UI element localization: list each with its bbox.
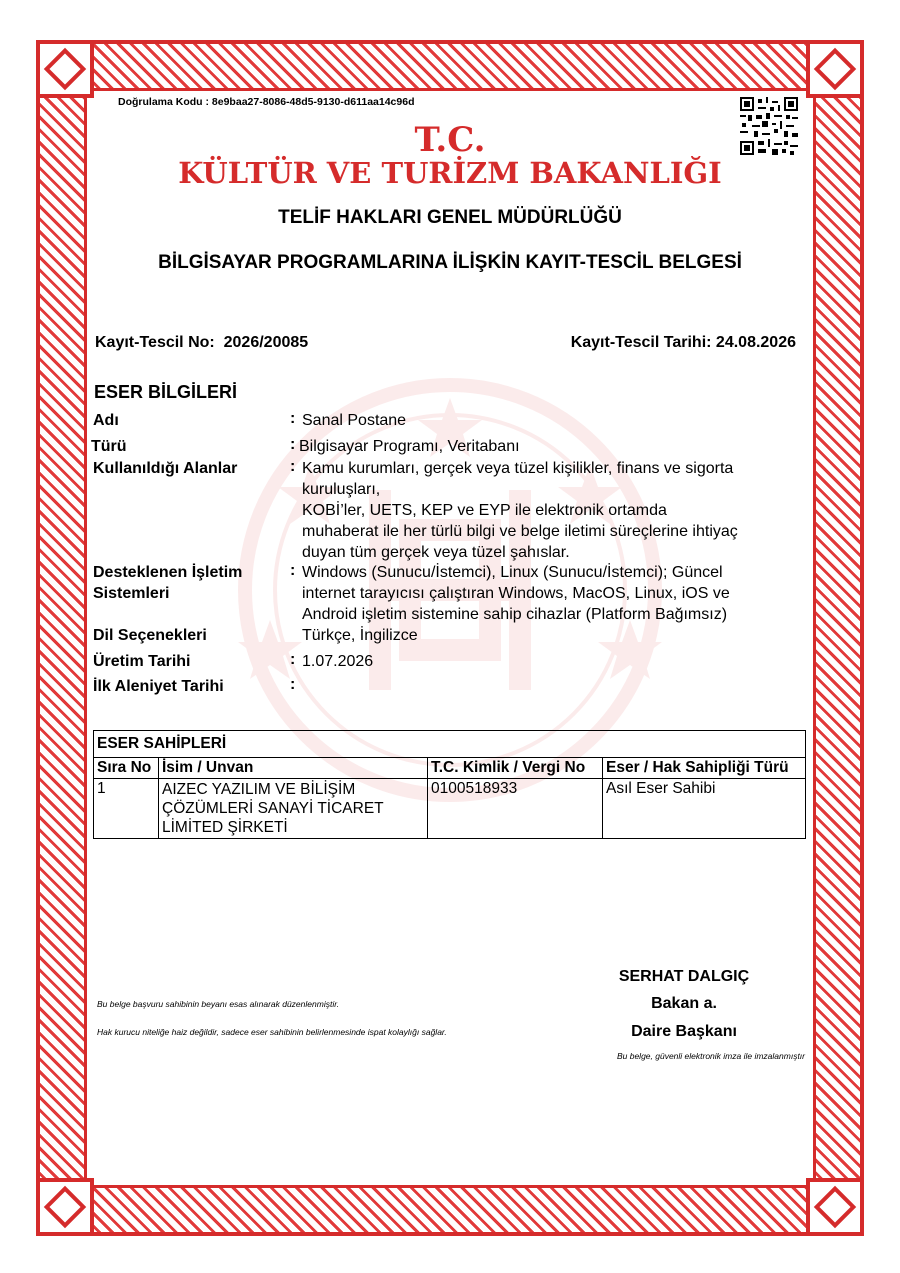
registration-number-label: Kayıt-Tescil No: [95,334,215,351]
verification-code: Doğrulama Kodu : 8e9baa27-8086-48d5-9130-d611aa14c96d [118,96,415,108]
owners-table-title: ESER SAHİPLERİ [94,731,806,758]
usage-value [302,458,738,563]
publication-date-label: İlk Aleniyet Tarihi [93,678,224,695]
os-line: Android işletim sistemine sahip cihazlar (Platform Bağımsız) [302,606,728,623]
usage-line: duyan tüm gerçek veya tüzel şahıslar. [302,544,570,561]
signatory-name: SERHAT DALGIÇ [618,968,750,985]
owners-table [93,730,806,839]
name-label: Adı [93,412,119,429]
owner-name-line: ÇÖZÜMLERİ SANAYİ TİCARET [162,800,384,817]
general-directorate: TELİF HAKLARI GENEL MÜDÜRLÜĞÜ [278,207,622,228]
usage-colon: : [290,458,296,475]
owners-table-header-row [94,758,806,779]
usage-line: muhaberat ile her türlü bilgi ve belge iletimi süreçlerine ihtiyaç [302,523,738,540]
os-colon: : [290,562,296,579]
table-row [94,779,806,839]
usage-line: KOBİ’ler, UETS, KEP ve EYP ile elektronik ortamda [302,502,667,519]
owner-name [159,779,428,839]
corner-ornament-bottom-left [36,1178,94,1236]
header-id: T.C. Kimlik / Vergi No [428,758,603,779]
owners-table-title-row [94,731,806,758]
production-date-label: Üretim Tarihi [93,653,191,670]
os-label-line: Desteklenen İşletim [93,564,243,581]
note-declaration: Bu belge başvuru sahibinin beyanı esas alınarak düzenlenmiştir. [97,999,340,1009]
os-line: Windows (Sunucu/İstemci), Linux (Sunucu/İstemci); Güncel [302,564,723,581]
owner-type: Asıl Eser Sahibi [603,779,806,839]
registration-date-value: 24.08.2026 [715,334,796,351]
os-label [93,562,242,604]
header-ownership-type: Eser / Hak Sahipliği Türü [603,758,806,779]
os-label-line: Sistemleri [93,585,170,602]
corner-ornament-bottom-right [806,1178,864,1236]
registration-number [95,334,308,352]
header-order-no: Sıra No [94,758,159,779]
work-info-title: ESER BİLGİLERİ [94,382,238,402]
type-colon: : [290,436,296,453]
type-value: Bilgisayar Programı, Veritabanı [299,438,520,455]
document-title: BİLGİSAYAR PROGRAMLARINA İLİŞKİN KAYIT-TESCİL BELGESİ [158,252,742,273]
signatory-role: Bakan a. [651,995,717,1012]
owner-id: 0100518933 [428,779,603,839]
name-colon: : [290,410,296,427]
name-value: Sanal Postane [302,412,407,429]
os-line: internet tarayıcısı çalıştıran Windows, MacOS, Linux, iOS ve [302,585,730,602]
language-value: Türkçe, İngilizce [302,627,418,644]
corner-ornament-top-right [806,40,864,98]
production-date-colon: : [290,651,296,668]
usage-line: kuruluşları, [302,481,381,498]
registration-date-label: Kayıt-Tescil Tarihi: [570,334,712,351]
note-legal: Hak kurucu niteliğe haiz değildir, sadece eser sahibinin belirlenmesinde ispat kolaylığı sağlar. [97,1027,447,1037]
header-name: İsim / Unvan [159,758,428,779]
org-tc: T.C. [414,120,486,160]
registration-number-value: 2026/20085 [223,334,309,351]
owner-order-no: 1 [94,779,159,839]
production-date-value: 1.07.2026 [302,653,374,670]
registration-date [571,334,796,352]
owner-name-line: LİMİTED ŞİRKETİ [162,819,288,836]
corner-ornament-top-left [36,40,94,98]
os-value [302,562,730,625]
publication-date-colon: : [290,676,296,693]
usage-label: Kullanıldığı Alanlar [93,460,238,477]
note-e-signature: Bu belge, güvenli elektronik imza ile imzalanmıştır [616,1051,805,1061]
signatory-title: Daire Başkanı [631,1023,737,1040]
type-label: Türü [91,438,127,455]
owner-name-line: AIZEC YAZILIM VE BİLİŞİM [162,781,356,798]
usage-line: Kamu kurumları, gerçek veya tüzel kişilikler, finans ve sigorta [302,460,734,477]
ministry-name: KÜLTÜR VE TURİZM BAKANLIĞI [178,156,722,190]
language-label: Dil Seçenekleri [93,627,207,644]
